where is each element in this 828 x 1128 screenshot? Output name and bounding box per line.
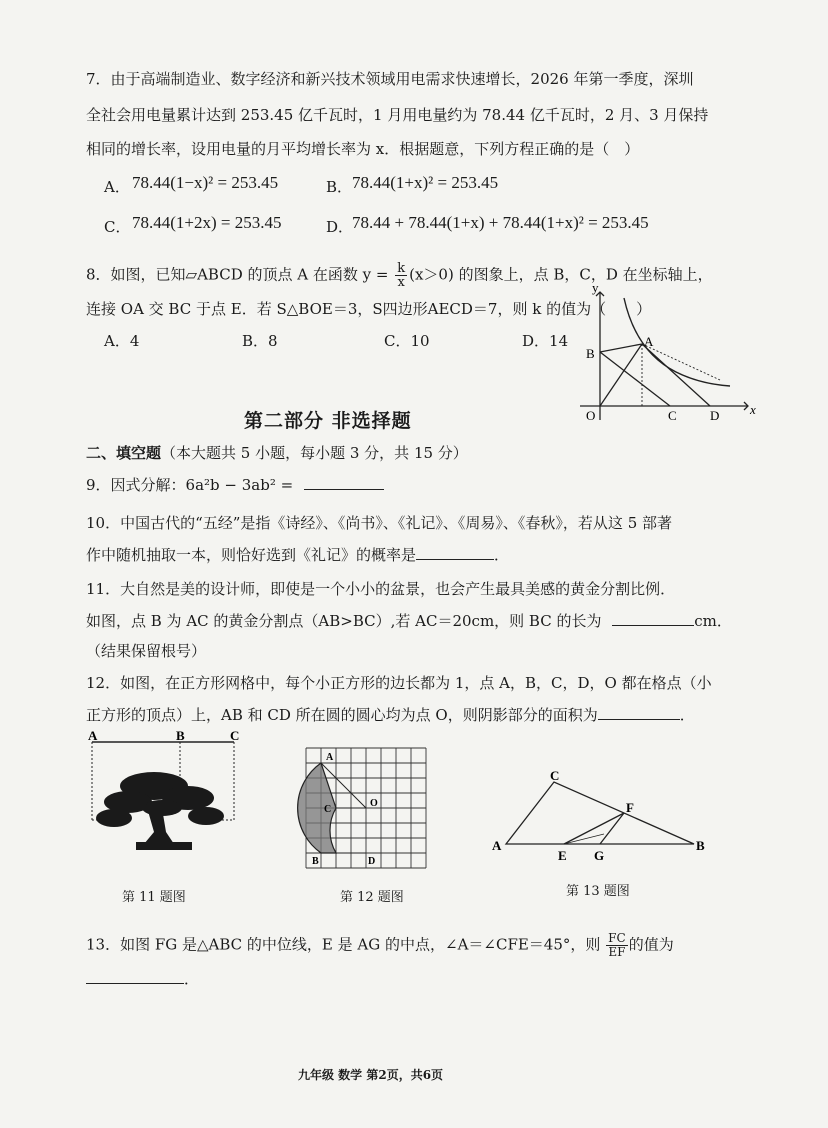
fig8-label-a: A [644, 334, 654, 349]
fig13-segment-fg [600, 813, 624, 844]
q13-end: ． [184, 970, 200, 988]
q12-text: 正方形的顶点）上，AB 和 CD 所在圆的圆心均为点 O，则阴影部分的面积为 [86, 706, 598, 724]
q8-frac-num: k [397, 261, 406, 276]
q11-text: 如图，点 B 为 AC 的黄金分割点（AB>BC）,若 AC＝20cm，则 BC 的长为 [86, 612, 602, 630]
q7-option-b-label: B． [326, 178, 353, 196]
q13-frac-den: EF [608, 945, 626, 959]
q7-line-1: 7．由于高端制造业、数字经济和新兴技术领域用电需求快速增长，2026 年第一季度，深圳 [86, 70, 694, 88]
fig8-label-o: O [586, 408, 596, 423]
q7-option-c: 78.44(1+2x) = 253.45 [132, 213, 282, 232]
q13-text-a: 13．如图 FG 是△ABC 的中位线，E 是 AG 的中点，∠A＝∠CFE＝45°，则 [86, 935, 601, 954]
q8-fraction [395, 262, 407, 289]
fig8-label-c: C [668, 408, 677, 423]
q8-option-b: B．8 [242, 332, 278, 350]
fig13-segment-fe [564, 813, 624, 844]
q13-fraction [606, 932, 628, 959]
q13-answer-blank[interactable] [86, 969, 184, 984]
segment-oa [600, 344, 642, 406]
section-title: 二、填空题 [86, 444, 162, 462]
q8-line-1-a: 8．如图，已知 [86, 265, 186, 284]
q7-option-d: 78.44 + 78.44(1+x) + 78.44(1+x)² = 253.45 [352, 213, 649, 232]
q7-line-2: 全社会用电量累计达到 253.45 亿千瓦时，1 月用电量约为 78.44 亿千瓦时，2 月、3 月保持 [86, 106, 709, 124]
fig12-grid [296, 740, 442, 874]
q8-line-2: 连接 OA 交 BC 于点 E．若 S△BOE＝3，S四边形AECD＝7，则 k 的值为（ ） [86, 300, 652, 318]
q10-text: 作中随机抽取一本，则恰好选到《礼记》的概率是 [86, 546, 417, 564]
fig11-caption: 第 11 题图 [122, 890, 186, 905]
q13-line-1 [86, 932, 674, 959]
fig8-label-x: x [750, 402, 756, 417]
fig12-label-a: A [326, 752, 334, 763]
q8-line-1-b: ▱ABCD 的顶点 A 在函数 y = [185, 265, 389, 284]
q12-end: ． [679, 706, 695, 724]
q10-line-1: 10．中国古代的“五经”是指《诗经》、《尚书》、《礼记》、《周易》、《春秋》，若从这 5 部著 [86, 514, 673, 532]
fig11-label-b: B [176, 728, 185, 743]
bonsai-tree-icon [96, 772, 224, 850]
fig8-label-b: B [586, 346, 595, 361]
q9-answer-blank[interactable] [304, 475, 384, 490]
q7-option-a: 78.44(1−x)² = 253.45 [132, 173, 279, 192]
fig13-label-c: C [550, 768, 560, 783]
q11-line-1: 11．大自然是美的设计师，即使是一个小小的盆景，也会产生最具美感的黄金分割比例． [86, 580, 676, 598]
q11-unit: cm． [694, 612, 732, 630]
q7-option-a-label: A． [104, 178, 130, 196]
q12-answer-blank[interactable] [598, 705, 680, 720]
fig13-label-g: G [594, 848, 605, 863]
fig13-label-e: E [558, 848, 567, 863]
q8-frac-den: x [397, 275, 405, 290]
fig12-label-b: B [312, 856, 319, 867]
q7-option-b: 78.44(1+x)² = 253.45 [352, 173, 499, 192]
fig13-label-a: A [492, 838, 502, 853]
fig12-caption: 第 12 题图 [340, 890, 404, 905]
fig12-label-d: D [368, 856, 376, 867]
q7-option-c-label: C． [104, 218, 131, 236]
q8-figure [570, 280, 760, 430]
fig8-label-d: D [710, 408, 720, 423]
q8-option-d: D．14 [522, 332, 569, 350]
hyperbola-curve [624, 298, 730, 386]
fig11-label-c: C [230, 728, 240, 743]
section-heading [86, 442, 468, 463]
q12-line-1: 12．如图，在正方形网格中，每个小正方形的边长都为 1，点 A，B，C，D，O 都在格点（小 [86, 674, 712, 692]
q8-option-a: A．4 [104, 332, 140, 350]
fig12-label-c: C [324, 804, 332, 815]
fig13-triangle [488, 766, 720, 870]
segment-ad [642, 344, 710, 406]
q8-option-c: C．10 [384, 332, 430, 350]
q9-line [86, 474, 384, 495]
fig13-inner-line [564, 834, 604, 844]
fig13-caption: 第 13 题图 [566, 884, 630, 899]
fig12-label-o: O [370, 798, 378, 809]
section-note: （本大题共 5 小题，每小题 3 分，共 15 分） [161, 444, 468, 462]
fig13-label-b: B [696, 838, 705, 853]
q10-line-2 [86, 544, 509, 565]
q11-line-2 [86, 610, 732, 631]
q10-answer-blank[interactable] [416, 545, 494, 560]
q13-text-b: 的值为 [628, 935, 674, 954]
fig13-label-f: F [626, 800, 634, 815]
q11-line-3: （结果保留根号） [86, 642, 207, 660]
q11-answer-blank[interactable] [612, 611, 694, 626]
fig8-label-y: y [592, 280, 599, 295]
q7-line-3: 相同的增长率，设用电量的月平均增长率为 x．根据题意，下列方程正确的是（ ） [86, 140, 640, 158]
q9-text: 9．因式分解：6a²b − 3ab² = [86, 476, 294, 494]
fig11-bonsai [84, 728, 254, 864]
q7-option-d-label: D． [326, 218, 354, 236]
q13-line-2 [86, 968, 199, 989]
fig11-label-a: A [88, 728, 98, 743]
part2-title: 第二部分 非选择题 [244, 410, 412, 432]
segment-ba [600, 344, 642, 352]
page-footer: 九年级 数学 第2页，共6页 [298, 1068, 444, 1082]
q10-end: ． [494, 546, 510, 564]
q8-line-1-c: (x＞0) 的图象上，点 B，C，D 在坐标轴上， [409, 265, 713, 284]
q13-frac-num: FC [608, 931, 626, 945]
q12-line-2 [86, 704, 695, 725]
